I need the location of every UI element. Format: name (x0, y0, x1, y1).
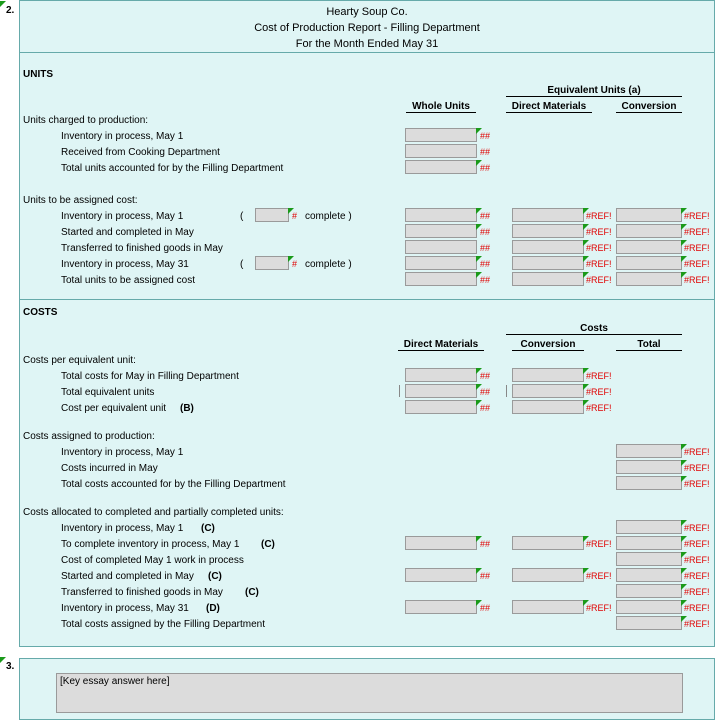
dm-eq-units-input[interactable] (512, 224, 584, 238)
whole-units-input[interactable] (405, 272, 477, 286)
open-paren: ( (240, 211, 244, 222)
row-label: Started and completed in May (61, 571, 194, 582)
col-direct-materials: Direct Materials (506, 101, 592, 113)
dm-cost-input[interactable] (405, 400, 477, 414)
dm-cost-input[interactable] (405, 384, 477, 398)
row-tag: (D) (206, 603, 220, 614)
cell-separator (506, 385, 507, 397)
row-tag: (C) (245, 587, 259, 598)
percent-complete-input[interactable] (255, 256, 289, 270)
row-label: Total costs assigned by the Filling Department (61, 619, 265, 630)
error-value: ## (480, 259, 491, 269)
error-value: ## (480, 571, 491, 581)
dm-eq-units-input[interactable] (512, 208, 584, 222)
row-label: Inventory in process, May 31 (61, 259, 189, 270)
conv-alloc-input[interactable] (512, 600, 584, 614)
row-tag: (C) (208, 571, 222, 582)
error-value: #REF! (586, 243, 612, 253)
total-alloc-input[interactable] (616, 520, 682, 534)
row-label: Cost of completed May 1 work in process (61, 555, 244, 566)
col-conversion: Conversion (616, 101, 682, 113)
row-label: Transferred to finished goods in May (61, 243, 223, 254)
error-value: #REF! (684, 243, 710, 253)
error-value: ## (480, 163, 491, 173)
error-value: ## (480, 131, 491, 141)
error-value: #REF! (684, 571, 710, 581)
cell-separator (399, 385, 400, 397)
error-value: #REF! (586, 571, 612, 581)
error-value: ## (480, 539, 491, 549)
row-label: Started and completed in May (61, 227, 194, 238)
conv-cost-input[interactable] (512, 384, 584, 398)
total-alloc-input[interactable] (616, 536, 682, 550)
costs-allocated-heading: Costs allocated to completed and partially completed units: (23, 507, 284, 518)
units-assigned-heading: Units to be assigned cost: (23, 195, 138, 206)
conv-cost-input[interactable] (512, 368, 584, 382)
error-value: #REF! (684, 227, 710, 237)
total-cost-input[interactable] (616, 476, 682, 490)
error-value: #REF! (586, 539, 612, 549)
error-value: ## (480, 403, 491, 413)
dm-alloc-input[interactable] (405, 568, 477, 582)
conv-eq-units-input[interactable] (616, 272, 682, 286)
complete-label: complete ) (305, 259, 352, 270)
row-label: Total equivalent units (61, 387, 155, 398)
error-value: #REF! (684, 603, 710, 613)
percent-complete-input[interactable] (255, 208, 289, 222)
error-value: #REF! (586, 403, 612, 413)
row-label: Received from Cooking Department (61, 147, 220, 158)
error-value: ## (480, 211, 491, 221)
eq-units-header: Equivalent Units (a) (506, 85, 682, 97)
error-value: #REF! (684, 479, 710, 489)
units-section-title: UNITS (23, 69, 53, 80)
total-alloc-input[interactable] (616, 600, 682, 614)
row-tag: (B) (180, 403, 194, 414)
error-value: #REF! (684, 275, 710, 285)
report-title: Cost of Production Report - Filling Department (254, 22, 480, 34)
row-tag: (C) (201, 523, 215, 534)
row-label: Costs incurred in May (61, 463, 158, 474)
error-value: #REF! (684, 463, 710, 473)
costs-assigned-heading: Costs assigned to production: (23, 431, 155, 442)
conv-eq-units-input[interactable] (616, 224, 682, 238)
error-value: #REF! (586, 371, 612, 381)
error-value: ## (480, 243, 491, 253)
cost-per-eq-heading: Costs per equivalent unit: (23, 355, 136, 366)
error-value: ## (480, 147, 491, 157)
row-label: Inventory in process, May 1 (61, 131, 184, 142)
error-value: # (292, 211, 298, 221)
total-alloc-input[interactable] (616, 584, 682, 598)
error-value: #REF! (586, 275, 612, 285)
whole-units-input[interactable] (405, 256, 477, 270)
error-value: #REF! (586, 259, 612, 269)
whole-units-input[interactable] (405, 240, 477, 254)
total-alloc-input[interactable] (616, 568, 682, 582)
row-label: Inventory in process, May 1 (61, 447, 184, 458)
dm-eq-units-input[interactable] (512, 256, 584, 270)
row-label: Transferred to finished goods in May (61, 587, 223, 598)
conv-cost-input[interactable] (512, 400, 584, 414)
error-value: #REF! (684, 259, 710, 269)
question-number: 3. (6, 661, 15, 672)
error-value: # (292, 259, 298, 269)
dm-alloc-input[interactable] (405, 600, 477, 614)
row-label: Total costs for May in Filling Department (61, 371, 239, 382)
conv-eq-units-input[interactable] (616, 240, 682, 254)
col-total: Total (616, 339, 682, 351)
error-value: ## (480, 227, 491, 237)
costs-section-title: COSTS (23, 307, 58, 318)
col-conversion: Conversion (512, 339, 584, 351)
total-cost-input[interactable] (616, 460, 682, 474)
question-number: 2. (6, 5, 15, 16)
costs-header: Costs (506, 323, 682, 335)
error-value: ## (480, 371, 491, 381)
company-name: Hearty Soup Co. (326, 6, 408, 18)
row-label: Cost per equivalent unit (61, 403, 167, 414)
complete-label: complete ) (305, 211, 352, 222)
header-divider (19, 52, 715, 53)
row-label: Total costs accounted for by the Filling Department (61, 479, 286, 490)
row-label: Total units to be assigned cost (61, 275, 195, 286)
error-value: ## (480, 603, 491, 613)
error-value: ## (480, 387, 491, 397)
conv-alloc-input[interactable] (512, 536, 584, 550)
error-value: #REF! (684, 619, 710, 629)
col-direct-materials: Direct Materials (398, 339, 484, 351)
conv-alloc-input[interactable] (512, 568, 584, 582)
error-value: #REF! (586, 603, 612, 613)
error-value: ## (480, 275, 491, 285)
error-value: #REF! (684, 211, 710, 221)
col-whole-units: Whole Units (406, 101, 476, 113)
dm-eq-units-input[interactable] (512, 240, 584, 254)
error-value: #REF! (586, 227, 612, 237)
whole-units-input[interactable] (405, 128, 477, 142)
whole-units-input[interactable] (405, 224, 477, 238)
dm-eq-units-input[interactable] (512, 272, 584, 286)
row-label: To complete inventory in process, May 1 (61, 539, 240, 550)
units-charged-heading: Units charged to production: (23, 115, 149, 126)
total-alloc-input[interactable] (616, 552, 682, 566)
essay-answer-box[interactable]: [Key essay answer here] (56, 673, 683, 713)
whole-units-input[interactable] (405, 160, 477, 174)
whole-units-input[interactable] (405, 144, 477, 158)
error-value: #REF! (684, 539, 710, 549)
row-label: Inventory in process, May 1 (61, 211, 184, 222)
row-tag: (C) (261, 539, 275, 550)
open-paren: ( (240, 259, 244, 270)
error-value: #REF! (684, 587, 710, 597)
total-alloc-input[interactable] (616, 616, 682, 630)
row-label: Total units accounted for by the Filling Department (61, 163, 284, 174)
total-cost-input[interactable] (616, 444, 682, 458)
error-value: #REF! (586, 387, 612, 397)
error-value: #REF! (684, 555, 710, 565)
dm-alloc-input[interactable] (405, 536, 477, 550)
dm-cost-input[interactable] (405, 368, 477, 382)
row-label: Inventory in process, May 1 (61, 523, 184, 534)
whole-units-input[interactable] (405, 208, 477, 222)
conv-eq-units-input[interactable] (616, 256, 682, 270)
error-value: #REF! (684, 447, 710, 457)
row-label: Inventory in process, May 31 (61, 603, 189, 614)
conv-eq-units-input[interactable] (616, 208, 682, 222)
error-value: #REF! (684, 523, 710, 533)
section-divider (19, 299, 715, 300)
error-value: #REF! (586, 211, 612, 221)
report-period: For the Month Ended May 31 (295, 38, 439, 50)
